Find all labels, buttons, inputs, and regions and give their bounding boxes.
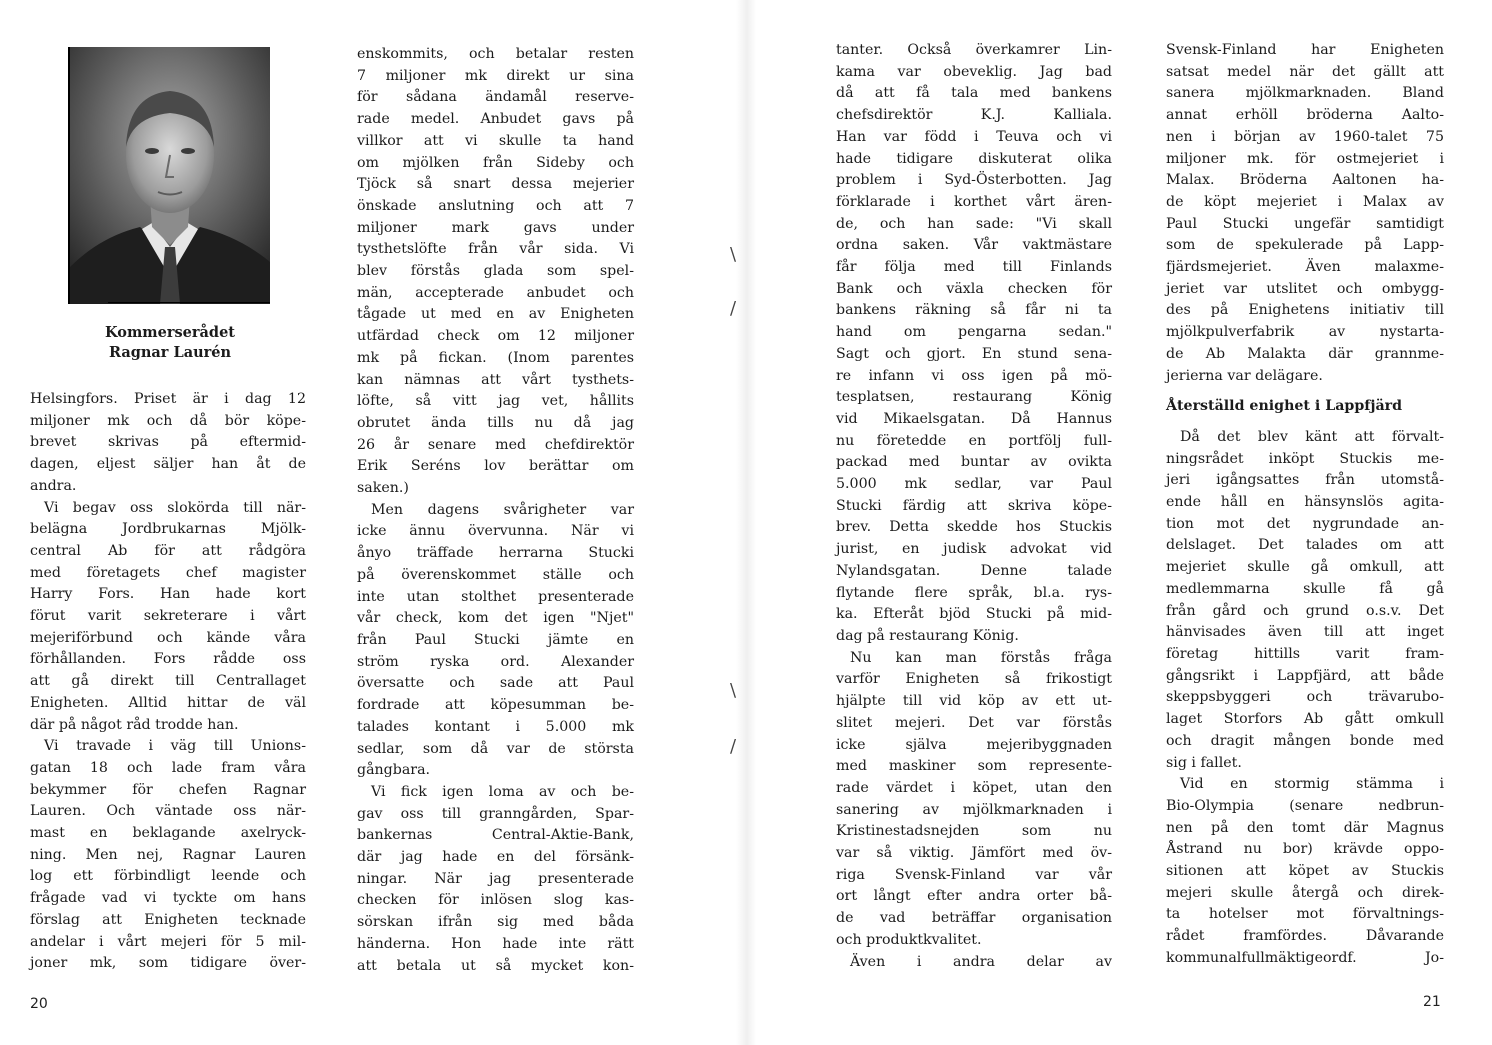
text-line: från gård och grund o.s.v. Det bbox=[1166, 602, 1444, 619]
text-line: Vid en stormig stämma i bbox=[1180, 776, 1444, 793]
text-line: annat erhöll bröderna Aalto- bbox=[1166, 107, 1444, 124]
text-line: miljoner mk och då bör köpe- bbox=[30, 412, 306, 429]
text-line: de köpt mejeriet i Malax av bbox=[1166, 193, 1444, 210]
text-line: hjälpte till vid köp av ett ut- bbox=[836, 693, 1112, 710]
text-line: de vad beträffar organisation bbox=[836, 910, 1112, 927]
text-line: sedlar, som då var de största bbox=[357, 740, 634, 757]
text-line: gångbara. bbox=[357, 762, 431, 779]
text-line: tysthetslöfte från vår sida. Vi bbox=[357, 241, 634, 258]
text-line: Paul Stucki ungefär samtidigt bbox=[1166, 215, 1444, 232]
text-line: Kristinestadsnejden som nu bbox=[836, 823, 1112, 840]
text-line: icke ännu övervunna. När vi bbox=[357, 523, 634, 540]
text-line: ordna saken. Vår vaktmästare bbox=[836, 237, 1112, 254]
text-line: sitionen att köpet av Stuckis bbox=[1166, 863, 1444, 880]
text-line: rådet framfördes. Dåvarande bbox=[1166, 928, 1444, 945]
portrait-photo bbox=[70, 47, 270, 304]
text-line: problem i Syd-Österbotten. Jag bbox=[836, 172, 1112, 189]
text-line: förslag att Enigheten tecknade bbox=[30, 911, 306, 928]
text-line: önskade anslutning och att 7 bbox=[357, 197, 634, 214]
section-heading: Återställd enighet i Lappfjärd bbox=[1166, 398, 1403, 415]
text-line: händerna. Hon hade inte rätt bbox=[357, 935, 634, 952]
text-column-2 bbox=[357, 44, 634, 977]
photo-caption bbox=[60, 323, 280, 363]
text-line: vid Mikaelsgatan. Då Hannus bbox=[836, 410, 1112, 427]
text-line: kan nämnas att vårt tysthets- bbox=[357, 371, 634, 388]
text-line: nen i början av 1960-talet 75 bbox=[1166, 128, 1444, 145]
text-line: talades kontant i 5.000 mk bbox=[357, 718, 634, 735]
text-line: belägna Jordbrukarnas Mjölk- bbox=[30, 521, 306, 538]
text-line: riga Svensk-Finland var vår bbox=[836, 866, 1112, 883]
text-line: sig i fallet. bbox=[1166, 754, 1242, 771]
text-line: Enigheten. Alltid hittar de väl bbox=[30, 694, 306, 711]
text-line: log ett förbindligt leende och bbox=[30, 868, 306, 885]
text-line: satsat medel när det gällt att bbox=[1166, 63, 1444, 80]
text-line: Vi begav oss slokörda till när- bbox=[44, 499, 306, 516]
text-line: män, accepterade anbudet och bbox=[357, 284, 634, 301]
text-line: brevet skrivas på eftermid- bbox=[30, 434, 306, 451]
text-line: löfte, så vitt jag vet, hållits bbox=[357, 393, 634, 410]
text-line: gatan 18 och lade fram våra bbox=[30, 759, 306, 776]
text-line: för sådana ändamål reserve- bbox=[357, 89, 634, 106]
text-line: Helsingfors. Priset är i dag 12 bbox=[30, 391, 306, 407]
text-line: frågade vad vi tyckte om hans bbox=[30, 890, 306, 907]
text-line: des på Enighetens initiativ till bbox=[1166, 302, 1444, 319]
page-number-left: 20 bbox=[30, 996, 48, 1012]
text-line: får följa med till Finlands bbox=[836, 259, 1112, 276]
text-line: sanera mjölkmarknaden. Bland bbox=[1166, 85, 1444, 102]
text-line: gav oss till granngården, Spar- bbox=[357, 805, 634, 822]
photo-rule bbox=[108, 302, 270, 303]
text-line: hade tidigare diskuterat olika bbox=[836, 150, 1112, 167]
text-line: Vi travade i väg till Unions- bbox=[44, 738, 306, 755]
text-line: laget Storfors Ab gått omkull bbox=[1166, 711, 1444, 728]
text-line: skeppsbyggeri och trävarubo- bbox=[1166, 689, 1444, 706]
text-line: rade värdet i köpet, utan den bbox=[836, 779, 1112, 796]
text-line: jeriet var utslitet och ombygg- bbox=[1166, 280, 1444, 297]
caption-name: Ragnar Laurén bbox=[108, 344, 232, 361]
text-line: nen på den tomt där Magnus bbox=[1166, 819, 1444, 836]
text-line: inte utan stolthet presenterade bbox=[357, 588, 634, 605]
text-line: ende håll en hänsynslös agita- bbox=[1166, 494, 1444, 511]
text-line: tion mot det nygrundade an- bbox=[1166, 515, 1444, 532]
text-line: om mjölken från Sideby och bbox=[357, 154, 634, 171]
text-line: packad med buntar av ovikta bbox=[836, 454, 1112, 471]
text-line: Sagt och gjort. En stund sena- bbox=[836, 345, 1112, 362]
text-line: Svensk-Finland har Enigheten bbox=[1166, 42, 1444, 58]
text-line: mast en beklagande axelryck- bbox=[30, 825, 306, 842]
text-line: saken.) bbox=[357, 480, 409, 497]
text-column-1 bbox=[30, 389, 306, 975]
text-line: andra. bbox=[30, 477, 77, 494]
gutter-mark: / bbox=[730, 736, 737, 757]
text-line: och dragit mången bonde med bbox=[1166, 732, 1444, 749]
text-line: kama var obeveklig. Jag bad bbox=[836, 63, 1112, 80]
text-line: jeri igångsattes från utomstå- bbox=[1166, 472, 1444, 489]
text-line: tanter. Också överkamrer Lin- bbox=[836, 42, 1112, 58]
text-line: Då det blev känt att förvalt- bbox=[1180, 428, 1444, 445]
text-line: företag hittills varit fram- bbox=[1166, 645, 1444, 662]
text-line: kommunalfullmäktigeordf. Jo- bbox=[1166, 949, 1444, 966]
text-line: delslaget. Det talades om att bbox=[1166, 537, 1444, 554]
text-line: Stucki färdig att skriva köpe- bbox=[836, 497, 1112, 514]
text-line: var så viktig. Jämfört med öv- bbox=[836, 845, 1112, 862]
text-line: 7 miljoner mk direkt ur sina bbox=[357, 67, 634, 84]
text-column-4 bbox=[1166, 40, 1444, 970]
text-line: bankernas Central-Aktie-Bank, bbox=[357, 827, 634, 844]
text-line: de, och han sade: "Vi skall bbox=[836, 215, 1112, 232]
text-line: mejeriet skulle gå omkull, att bbox=[1166, 559, 1444, 576]
text-line: checken för inlösen slog kas- bbox=[357, 892, 634, 909]
text-line: översatte och sade att Paul bbox=[357, 675, 634, 692]
text-line: på överenskommet ställe och bbox=[357, 566, 634, 583]
text-line: mjölkpulverfabrik av nystarta- bbox=[1166, 324, 1444, 341]
text-line: som de spekulerade på Lapp- bbox=[1166, 237, 1444, 254]
page-number-right: 21 bbox=[1423, 994, 1441, 1010]
text-line: att gå direkt till Centrallaget bbox=[30, 673, 306, 690]
book-gutter bbox=[736, 0, 756, 1045]
text-line: bankens räkning så får ni ta bbox=[836, 302, 1112, 319]
text-line: blev förstås glada som spel- bbox=[357, 263, 634, 280]
text-line: Vi fick igen loma av och be- bbox=[371, 783, 634, 800]
text-line: mejeri skulle återgå och direk- bbox=[1166, 884, 1444, 901]
text-line: varför Enigheten så frikostigt bbox=[836, 671, 1112, 688]
text-column-3 bbox=[836, 40, 1112, 973]
gutter-mark: \ bbox=[730, 680, 737, 701]
text-line: 5.000 mk sedlar, var Paul bbox=[836, 476, 1112, 493]
text-line: Tjöck så snart dessa mejerier bbox=[357, 176, 634, 193]
text-line: obrutet ända tills nu då jag bbox=[357, 414, 634, 431]
text-line: Bank och växla checken för bbox=[836, 280, 1112, 297]
text-line: icke själva mejeribyggnaden bbox=[836, 736, 1112, 753]
text-line: ström ryska ord. Alexander bbox=[357, 653, 634, 670]
text-line: andelar i vårt mejeri för 5 mil- bbox=[30, 933, 306, 950]
caption-title: Kommerserådet bbox=[105, 324, 235, 341]
text-line: miljoner mark gavs under bbox=[357, 219, 634, 236]
text-line: Nylandsgatan. Denne talade bbox=[836, 562, 1112, 579]
text-line: brev. Detta skedde hos Stuckis bbox=[836, 519, 1112, 536]
text-line: nu företedde en portfölj full- bbox=[836, 432, 1112, 449]
text-line: miljoner mk. för ostmejeriet i bbox=[1166, 150, 1444, 167]
text-line: tesplatsen, restaurang König bbox=[836, 389, 1112, 406]
text-line: hänvisades även till att inget bbox=[1166, 624, 1444, 641]
text-line: att betala ut så mycket kon- bbox=[357, 957, 634, 974]
text-line: tågade ut med en av Enigheten bbox=[357, 306, 634, 323]
text-line: central Ab för att rådgöra bbox=[30, 542, 306, 559]
text-line: enskommits, och betalar resten bbox=[357, 46, 634, 62]
text-line: då att få tala med bankens bbox=[836, 85, 1112, 102]
gutter-mark: \ bbox=[730, 244, 737, 265]
text-line: sanering av mjölkmarknaden i bbox=[836, 801, 1112, 818]
text-line: förhållanden. Fors rådde oss bbox=[30, 651, 306, 668]
text-line: fjärdsmejeriet. Även malaxme- bbox=[1166, 259, 1444, 276]
text-line: ka. Efteråt bjöd Stucki på mid- bbox=[836, 606, 1112, 623]
text-line: ta hotelser mot förvaltnings- bbox=[1166, 906, 1444, 923]
text-line: där på något råd trodde han. bbox=[30, 716, 239, 733]
text-line: bekymmer för chefen Ragnar bbox=[30, 781, 306, 798]
text-line: slitet mejeri. Det var förstås bbox=[836, 714, 1112, 731]
portrait-figure bbox=[70, 47, 270, 304]
text-line: mk på fickan. (Inom parentes bbox=[357, 349, 634, 366]
text-line: ningar. När jag presenterade bbox=[357, 870, 634, 887]
text-line: hand om pengarna sedan." bbox=[836, 324, 1112, 341]
text-line: vår check, kom det igen "Njet" bbox=[357, 610, 634, 627]
text-line: de Ab Malakta där grannme- bbox=[1166, 345, 1444, 362]
text-line: mejeriförbund och kände våra bbox=[30, 629, 306, 646]
text-line: rade medel. Anbudet gavs på bbox=[357, 111, 634, 128]
text-line: sörskan ifrån sig med båda bbox=[357, 914, 634, 931]
text-line: ort långt efter andra orter bå- bbox=[836, 888, 1112, 905]
text-line: flytande flere språk, bl.a. rys- bbox=[836, 584, 1112, 601]
text-line: joner mk, som tidigare över- bbox=[30, 955, 306, 972]
text-line: Harry Fors. Han hade kort bbox=[30, 586, 306, 603]
text-line: jerierna var delägare. bbox=[1166, 367, 1323, 384]
text-line: Han var född i Teuva och vi bbox=[836, 128, 1112, 145]
text-line: utfärdad check om 12 miljoner bbox=[357, 328, 634, 345]
text-line: medlemmarna skulle få gå bbox=[1166, 580, 1444, 597]
text-line: ning. Men nej, Ragnar Lauren bbox=[30, 846, 306, 863]
text-line: Nu kan man förstås fråga bbox=[850, 649, 1112, 666]
text-line: chefsdirektör K.J. Kalliala. bbox=[836, 107, 1112, 124]
text-line: fordrade att köpesumman be- bbox=[357, 697, 634, 714]
text-line: Även i andra delar av bbox=[850, 953, 1112, 970]
text-line: med företagets chef magister bbox=[30, 564, 306, 581]
text-line: och produktkvalitet. bbox=[836, 931, 982, 948]
text-line: Malax. Bröderna Aaltonen ha- bbox=[1166, 172, 1444, 189]
text-line: gångsrikt i Lappfjärd, att både bbox=[1166, 667, 1444, 684]
text-line: ånyo träffade herrarna Stucki bbox=[357, 545, 634, 562]
gutter-mark: / bbox=[730, 298, 737, 319]
text-line: Åstrand nu bor) krävde oppo- bbox=[1166, 841, 1444, 858]
text-line: förut varit sekreterare i vårt bbox=[30, 608, 306, 625]
text-line: dagen, eljest säljer han åt de bbox=[30, 456, 306, 473]
text-line: Erik Seréns lov berättar om bbox=[357, 458, 634, 475]
text-line: Lauren. Och väntade oss när- bbox=[30, 803, 306, 820]
text-line: re infann vi oss igen på mö- bbox=[836, 367, 1112, 384]
text-line: villkor att vi skulle ta hand bbox=[357, 132, 634, 149]
text-line: förklarade i korthet vårt ären- bbox=[836, 193, 1112, 210]
text-line: från Paul Stucki jämte en bbox=[357, 631, 634, 648]
text-line: 26 år senare med chefdirektör bbox=[357, 436, 634, 453]
text-line: dag på restaurang König. bbox=[836, 627, 1019, 644]
text-line: jurist, en judisk advokat vid bbox=[836, 541, 1112, 558]
text-line: med maskiner som represente- bbox=[836, 758, 1112, 775]
text-line: Men dagens svårigheter var bbox=[371, 501, 634, 518]
text-line: där jag hade en del försänk- bbox=[357, 849, 634, 866]
text-line: ningsrådet inköpt Stuckis me- bbox=[1166, 450, 1444, 467]
text-line: Bio-Olympia (senare nedbrun- bbox=[1166, 797, 1444, 814]
